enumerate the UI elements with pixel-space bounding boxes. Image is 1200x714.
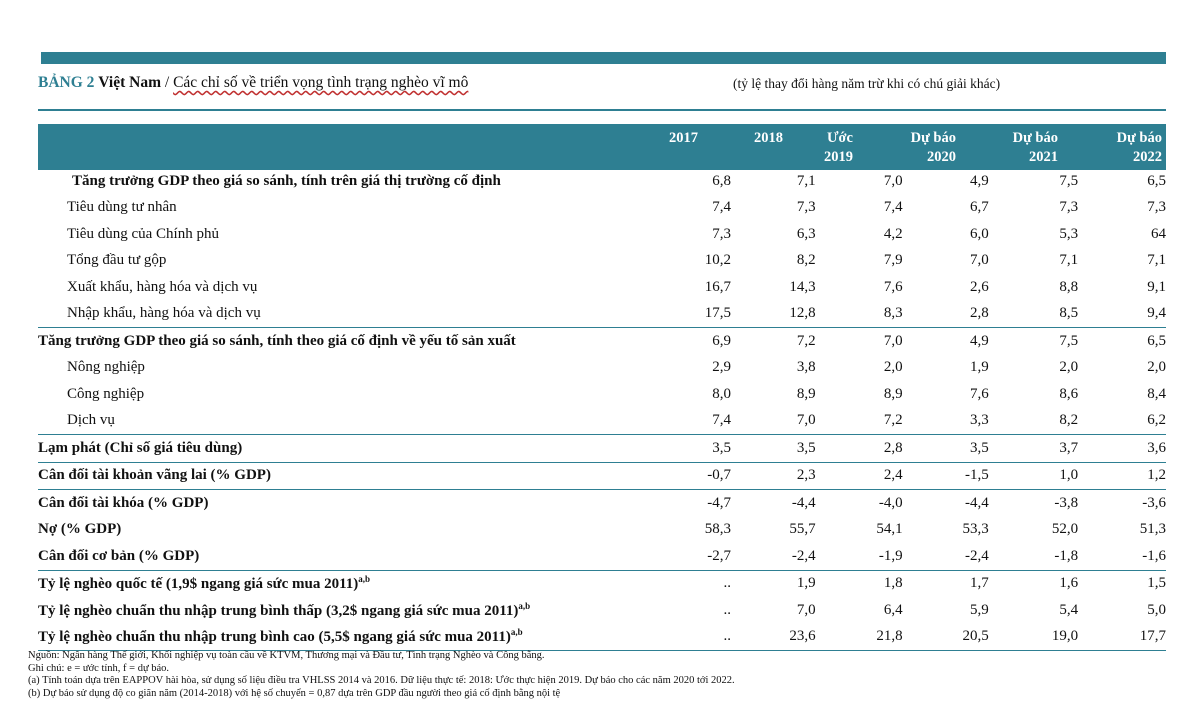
row-value: 2,8 <box>970 305 989 322</box>
row-value: 64 <box>1151 225 1166 242</box>
table-row <box>38 248 1166 275</box>
row-value: 7,4 <box>712 199 731 216</box>
title-rule <box>38 109 1166 111</box>
row-value: 8,4 <box>1147 385 1166 402</box>
footnote-marker: a,b <box>518 600 531 611</box>
row-value: 4,9 <box>903 328 989 355</box>
header-col-2018: 2018 <box>754 130 783 146</box>
row-value: 8,8 <box>1059 278 1079 295</box>
row-value: 3,5 <box>731 435 816 463</box>
row-value: 8,6 <box>1059 385 1079 402</box>
row-value: 7,5 <box>989 328 1078 355</box>
row-value: 7,6 <box>883 278 903 295</box>
row-value: -2,4 <box>791 547 816 564</box>
row-label: Lạm phát (Chỉ số giá tiêu dùng) <box>38 435 658 463</box>
row-value: 7,3 <box>1059 199 1079 216</box>
row-value: 17,7 <box>1078 624 1166 651</box>
row-value: 7,1 <box>1147 252 1166 269</box>
table-row <box>38 195 1166 222</box>
row-value: 8,0 <box>712 385 731 402</box>
row-value: -1,9 <box>878 547 903 564</box>
row-value: 3,3 <box>970 412 989 429</box>
row-label: Công nghiệp <box>67 385 145 402</box>
footnotes <box>28 650 735 700</box>
footnote-marker: a,b <box>358 574 371 585</box>
row-value: 4,9 <box>970 172 989 189</box>
table-country: Việt Nam <box>98 74 161 91</box>
row-label: Tăng trưởng GDP theo giá so sánh, tính trên giá thị trường cố định <box>72 172 501 189</box>
row-value: -0,7 <box>658 462 731 490</box>
row-value: 7,4 <box>712 412 731 429</box>
row-value: 55,7 <box>789 521 816 538</box>
unit-note: (tỷ lệ thay đổi hàng năm trừ khi có chú giải khác) <box>733 76 1001 91</box>
row-value: 58,3 <box>704 521 731 538</box>
row-value: 3,5 <box>903 435 989 463</box>
table-row <box>38 435 1166 463</box>
row-value: 7,4 <box>883 199 903 216</box>
row-value: 19,0 <box>989 624 1078 651</box>
row-value: 1,7 <box>903 570 989 597</box>
row-value: 4,2 <box>883 225 903 242</box>
row-value: 3,6 <box>1078 435 1166 463</box>
header-col-2020: Dự báo 2020 <box>910 130 956 165</box>
table-row <box>38 624 1166 651</box>
row-value: 1,0 <box>989 462 1078 490</box>
row-value: 6,3 <box>796 225 816 242</box>
table-header <box>38 124 1166 170</box>
row-value: -3,8 <box>989 490 1078 517</box>
row-value: 6,8 <box>712 172 731 189</box>
row-value: 8,9 <box>796 385 816 402</box>
row-value: 21,8 <box>816 624 903 651</box>
row-value: 51,3 <box>1139 521 1166 538</box>
row-value: 23,6 <box>731 624 816 651</box>
row-value: 17,5 <box>704 305 731 322</box>
row-value: -1,5 <box>903 462 989 490</box>
row-label: Tỷ lệ nghèo chuẩn thu nhập trung bình cao (5,5$ ngang giá sức mua 2011)$^{a,b}$ <box>38 624 658 651</box>
row-value: 2,4 <box>816 462 903 490</box>
header-col-2021: Dự báo 2021 <box>1012 130 1058 165</box>
row-label: Cân đối tài khóa (% GDP) <box>38 490 658 517</box>
row-value: 2,3 <box>731 462 816 490</box>
table-row <box>38 462 1166 490</box>
row-value: 5,4 <box>1059 601 1079 618</box>
note-source: Nguồn: Ngân hàng Thế giới, Khối nghiệp vụ toàn cầu về KTVM, Thương mại và Đầu tư, Tình trạng Nghèo và Công bằng. <box>28 650 545 661</box>
top-color-bar <box>41 52 1166 64</box>
row-value: 1,9 <box>970 359 989 376</box>
row-value: 8,2 <box>796 252 816 269</box>
table-row <box>38 517 1166 544</box>
table-row <box>38 328 1166 355</box>
table-row <box>38 301 1166 328</box>
row-value: 16,7 <box>704 278 731 295</box>
row-value: 7,0 <box>796 412 816 429</box>
table-row <box>38 355 1166 382</box>
table-row <box>38 408 1166 435</box>
row-value: 7,5 <box>1059 172 1079 189</box>
header-col-2022: Dự báo 2022 <box>1116 130 1162 165</box>
row-label: Nợ (% GDP) <box>38 521 122 538</box>
row-label: Tiêu dùng tư nhân <box>67 199 177 216</box>
note-b: (b) Dự báo sử dụng độ co giãn năm (2014-2018) với hệ số chuyển = 0,87 dựa trên GDP đầu người theo giá cố định bằng nội tệ <box>28 687 561 699</box>
row-value: 2,8 <box>816 435 903 463</box>
table-row <box>38 168 1166 195</box>
row-value: 54,1 <box>876 521 903 538</box>
row-value: -2,7 <box>707 547 731 564</box>
row-value: 7,0 <box>796 601 816 618</box>
row-value: 1,5 <box>1078 570 1166 597</box>
row-value: 9,1 <box>1147 278 1166 295</box>
row-value: -4,4 <box>903 490 989 517</box>
row-value: 1,9 <box>731 570 816 597</box>
note-a: (a) Tính toán dựa trên EAPPOV hài hòa, sử dụng số liệu điều tra VHLSS 2014 và 2016. Dữ liệu thực tế: 2018: Ước thực hiện 2019. Dự báo cho các năm 2020 tới 2022. <box>28 675 735 686</box>
row-value: 53,3 <box>962 521 989 538</box>
row-value: 6,5 <box>1147 172 1166 189</box>
row-value: 6,0 <box>970 225 989 242</box>
row-value: 3,7 <box>989 435 1078 463</box>
indicator-table <box>38 168 1166 651</box>
row-value: 7,2 <box>731 328 816 355</box>
row-label: Tổng đầu tư gộp <box>67 252 167 269</box>
row-value: 6,9 <box>658 328 731 355</box>
row-value: 10,2 <box>704 252 731 269</box>
row-value: -1,6 <box>1142 547 1166 564</box>
row-value: 2,6 <box>970 278 989 295</box>
table-row <box>38 597 1166 624</box>
row-label: Cân đối tài khoản vãng lai (% GDP) <box>38 462 658 490</box>
table-tag: BẢNG 2 <box>38 74 95 91</box>
row-value: 6,4 <box>883 601 903 618</box>
row-value: 7,9 <box>883 252 903 269</box>
row-value: 6,5 <box>1078 328 1166 355</box>
header-col-2019: Ước 2019 <box>824 130 853 165</box>
row-value: 14,3 <box>789 278 816 295</box>
row-value: -2,4 <box>965 547 989 564</box>
row-value: -4,7 <box>658 490 731 517</box>
row-value: .. <box>658 624 731 651</box>
row-value: -1,8 <box>1054 547 1079 564</box>
row-value: -4,0 <box>816 490 903 517</box>
row-value: 7,6 <box>970 385 989 402</box>
row-value: 7,3 <box>796 199 816 216</box>
row-value: 5,0 <box>1147 601 1166 618</box>
row-label: Tỷ lệ nghèo quốc tế (1,9$ ngang giá sức mua 2011)$^{a,b}$ <box>38 570 658 597</box>
footnote-marker: a,b <box>510 627 523 638</box>
row-value: 1,6 <box>989 570 1078 597</box>
row-value: 2,0 <box>883 359 903 376</box>
row-value: 6,7 <box>970 199 989 216</box>
row-value: 8,2 <box>1059 412 1079 429</box>
row-value: 20,5 <box>903 624 989 651</box>
row-label: Xuất khẩu, hàng hóa và dịch vụ <box>67 278 258 295</box>
row-value: 7,0 <box>816 328 903 355</box>
table-row <box>38 490 1166 517</box>
row-label: Tỷ lệ nghèo chuẩn thu nhập trung bình thấp (3,2$ ngang giá sức mua 2011)$^{a,b}$ <box>38 600 531 619</box>
row-value: 6,2 <box>1147 412 1166 429</box>
row-value: -4,4 <box>731 490 816 517</box>
table-row <box>38 570 1166 597</box>
header-col-2017: 2017 <box>669 130 698 146</box>
table-subtitle: Các chỉ số về triển vọng tình trạng nghèo vĩ mô <box>173 74 469 91</box>
row-value: 2,0 <box>1147 359 1166 376</box>
row-value: .. <box>723 601 731 618</box>
row-value: 1,2 <box>1078 462 1166 490</box>
row-value: 7,3 <box>1147 199 1166 216</box>
row-label: Dịch vụ <box>67 412 115 429</box>
table-title <box>38 74 468 92</box>
row-value: 52,0 <box>1051 521 1079 538</box>
row-value: 3,5 <box>658 435 731 463</box>
row-value: .. <box>658 570 731 597</box>
row-value: 5,3 <box>1059 225 1079 242</box>
row-value: -3,6 <box>1078 490 1166 517</box>
row-value: 7,2 <box>883 412 903 429</box>
row-value: 3,8 <box>796 359 816 376</box>
row-value: 8,3 <box>883 305 903 322</box>
row-value: 7,1 <box>796 172 816 189</box>
row-value: 12,8 <box>789 305 816 322</box>
row-value: 7,1 <box>1059 252 1079 269</box>
row-value: 2,9 <box>712 359 731 376</box>
row-value: 9,4 <box>1147 305 1166 322</box>
row-value: 7,0 <box>883 172 903 189</box>
row-value: 1,8 <box>816 570 903 597</box>
row-value: 5,9 <box>970 601 989 618</box>
row-value: 8,9 <box>883 385 903 402</box>
row-label: Tiêu dùng của Chính phủ <box>67 225 219 242</box>
table-row <box>38 274 1166 301</box>
row-value: 2,0 <box>1059 359 1079 376</box>
row-label: Nông nghiệp <box>67 359 145 376</box>
row-value: 7,3 <box>712 225 731 242</box>
row-value: 7,0 <box>970 252 989 269</box>
table-row <box>38 381 1166 408</box>
table-row <box>38 543 1166 570</box>
row-label: Nhập khẩu, hàng hóa và dịch vụ <box>67 305 261 322</box>
title-separator: / <box>164 74 170 91</box>
row-label: Tăng trưởng GDP theo giá so sánh, tính theo giá cố định về yếu tố sản xuất <box>38 328 658 355</box>
row-value: 8,5 <box>1059 305 1079 322</box>
table-row <box>38 221 1166 248</box>
row-label: Cân đối cơ bản (% GDP) <box>38 547 200 564</box>
note-legend: Ghi chú: e = ước tính, f = dự báo. <box>28 662 170 674</box>
